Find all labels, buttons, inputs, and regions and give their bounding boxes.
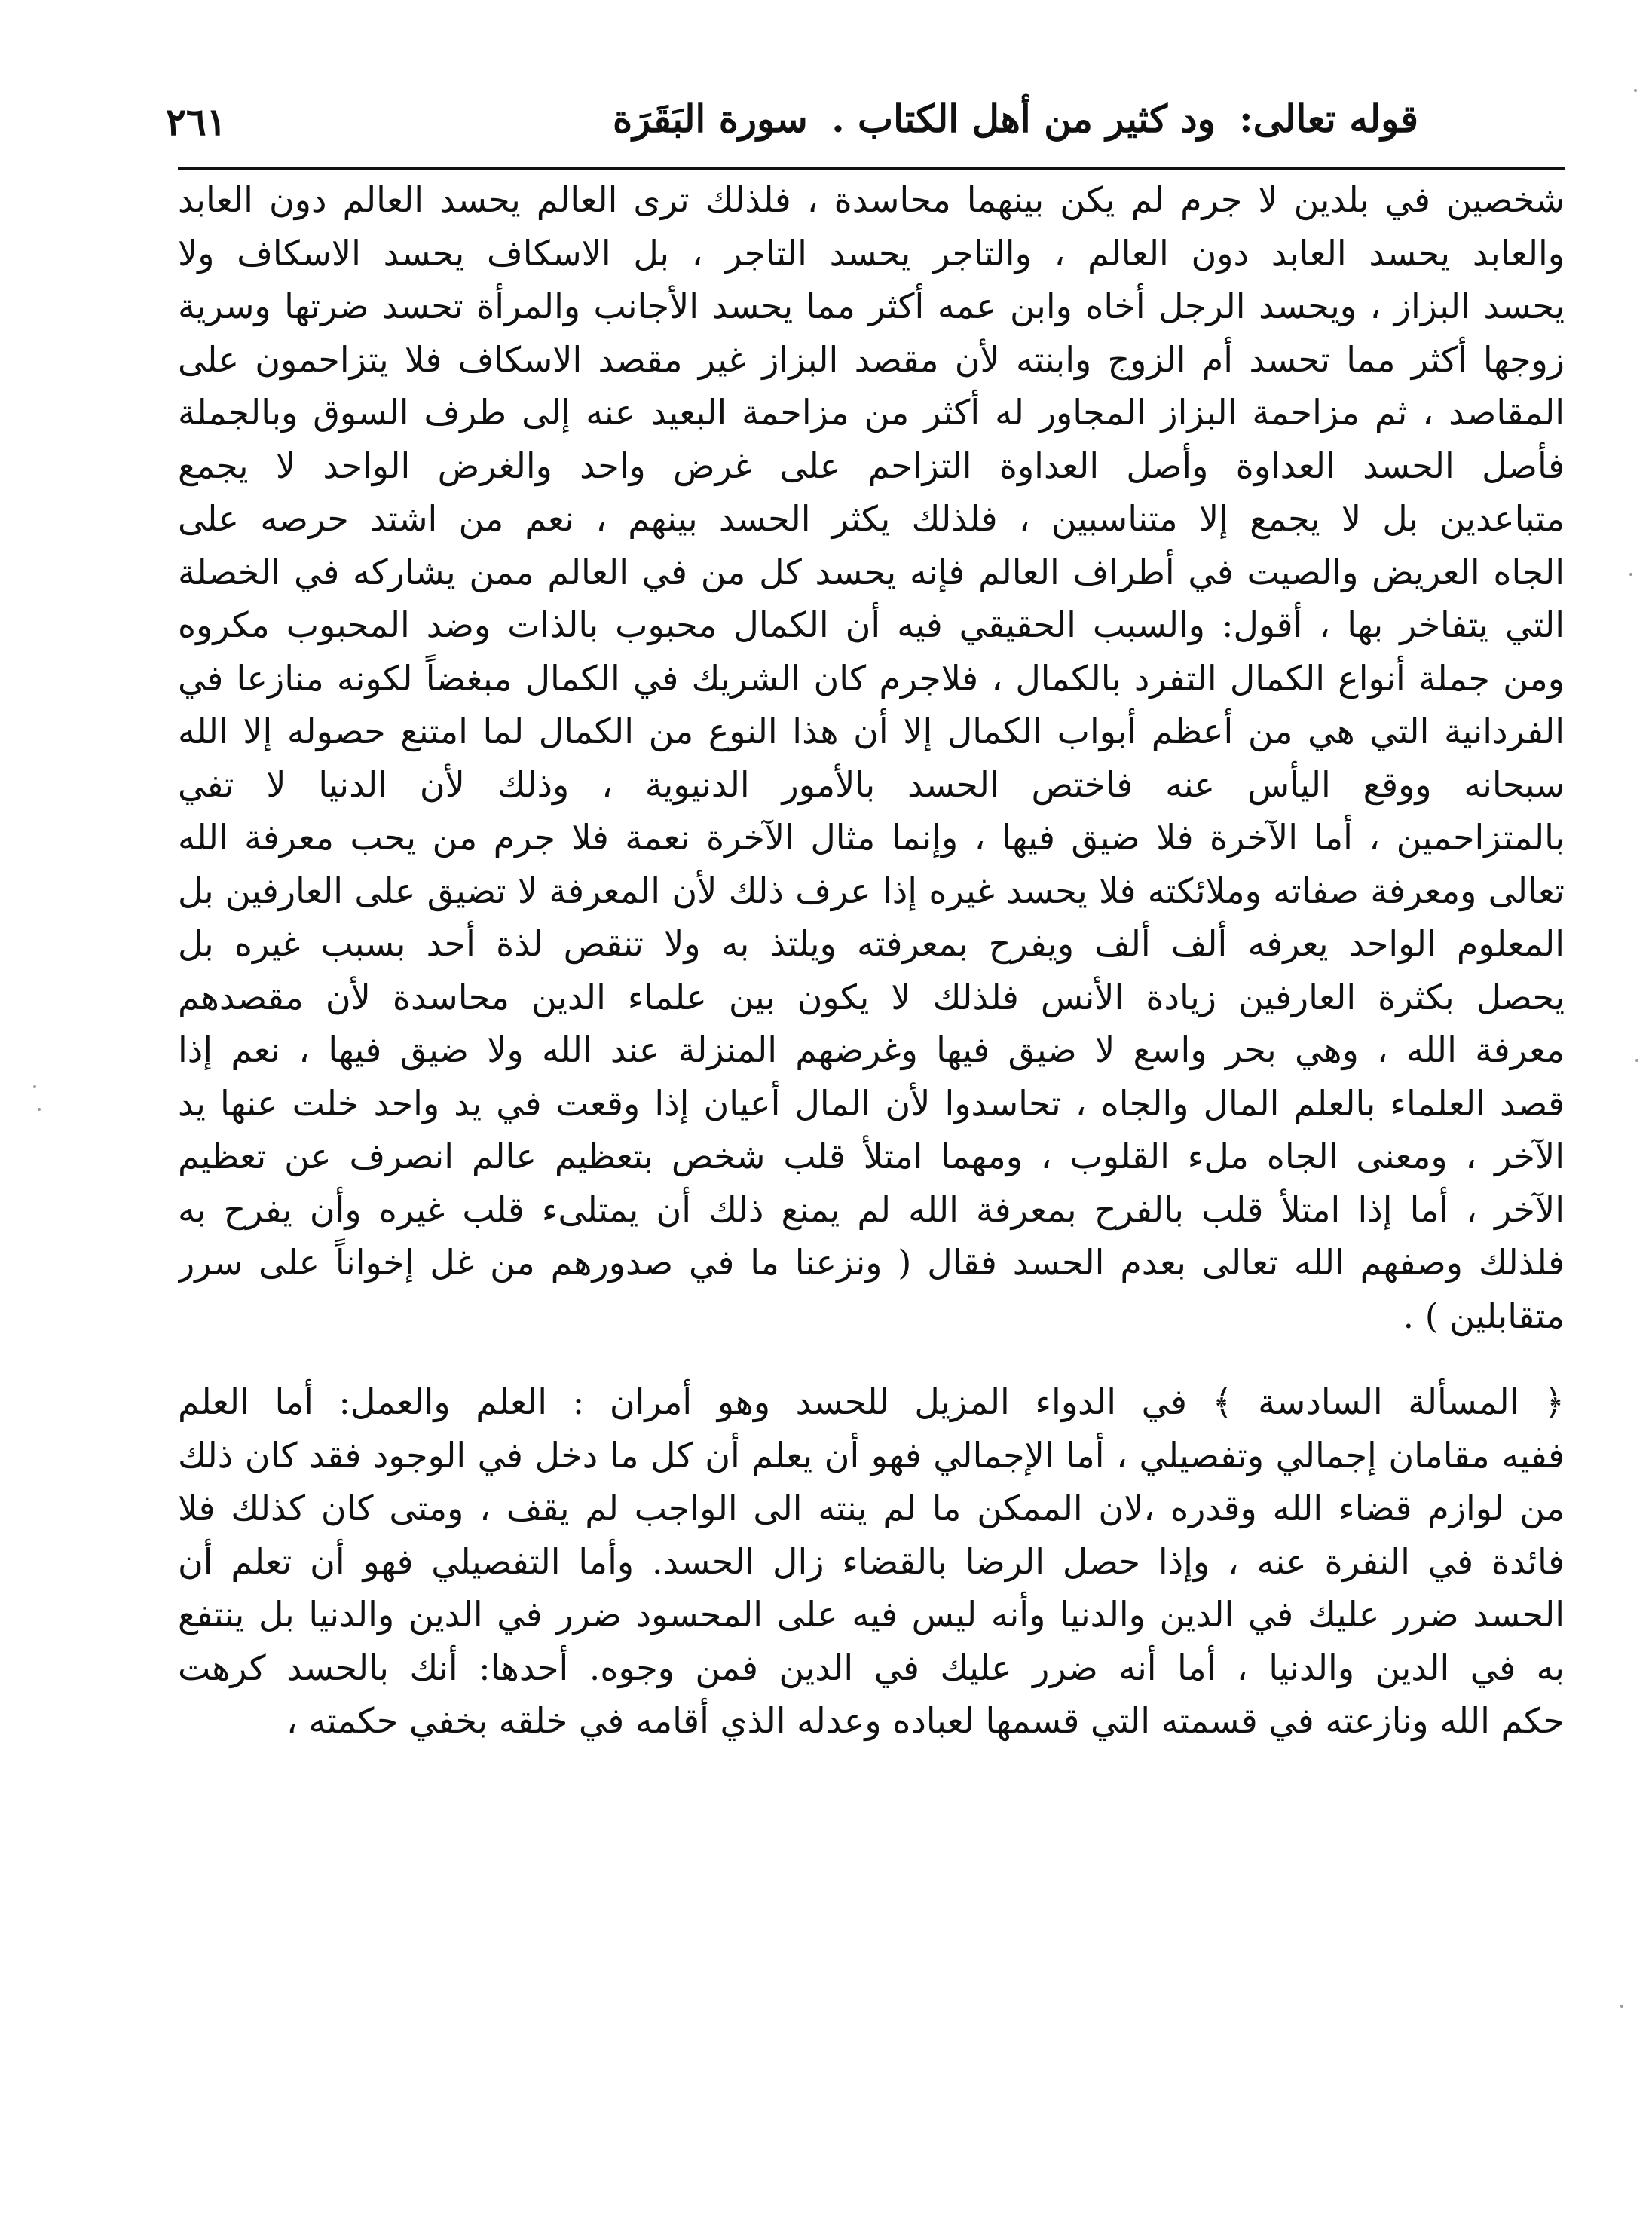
text-line: شخصين في بلدين لا جرم لم يكن بينهما محاسدة ، فلذلك ترى العالم يحسد العالم دون العابد	[178, 179, 1565, 220]
page-header	[143, 89, 1509, 164]
paragraph-spacer	[178, 1342, 1565, 1375]
running-head-verse-intro: قوله تعالى:	[1239, 96, 1418, 141]
text-line: معرفة الله ، وهي بحر واسع لا ضيق فيها وغرضهم المنزلة عند الله ولا ضيق فيها ، نعم إذا	[178, 1029, 1565, 1070]
text-line: ﴿ المسألة السادسة ﴾ في الدواء المزيل للحسد وهو أمران : العلم والعمل: أما العلم	[178, 1381, 1565, 1422]
running-head-verse: ود كثير من أهل الكتاب .	[831, 96, 1216, 141]
text-line: الآخر ، ومعنى الجاه ملء القلوب ، ومهما امتلأ قلب شخص بتعظيم عالم انصرف عن تعظيم	[178, 1136, 1565, 1176]
text-line: من لوازم قضاء الله وقدره ،لان الممكن ما لم ينته الى الواجب لم يقف ، ومتى كان كذلك فلا	[178, 1488, 1565, 1528]
scan-speck	[1634, 89, 1637, 92]
running-head-surah: سورة البَقَرَة	[613, 96, 808, 141]
text-line: ففيه مقامان إجمالي وتفصيلي ، أما الإجمالي فهو أن يعلم أن كل ما دخل في الوجود فقد كان ذلك	[178, 1434, 1565, 1476]
header-rule	[178, 167, 1565, 170]
scan-speck	[1620, 2005, 1623, 2008]
body-text	[178, 173, 1565, 1748]
text-line: التي يتفاخر بها ، أقول: والسبب الحقيقي فيه أن الكمال محبوب بالذات وضد المحبوب مكروه	[178, 604, 1565, 645]
paragraph-1	[178, 173, 1565, 1342]
text-line: تعالى ومعرفة صفاته وملائكته فلا يحسد غيره إذا عرف ذلك لأن المعرفة لا تضيق على العارفين بل	[178, 870, 1565, 911]
paragraph-2	[178, 1375, 1565, 1748]
text-line: حكم الله ونازعته في قسمته التي قسمها لعباده وعدله الذي أقامه في خلقه بخفي حكمته ،	[286, 1700, 1565, 1741]
scan-speck	[1635, 1059, 1638, 1062]
text-line: يحصل بكثرة العارفين زيادة الأنس فلذلك لا يكون بين علماء الدين محاسدة لأن مقصدهم	[178, 976, 1565, 1017]
text-line: فائدة في النفرة عنه ، وإذا حصل الرضا بالقضاء زال الحسد. وأما التفصيلي فهو أن تعلم أن	[178, 1540, 1565, 1582]
text-line: فلذلك وصفهم الله تعالى بعدم الحسد فقال ( ونزعنا ما في صدورهم من غل إخواناً على سرر	[178, 1242, 1565, 1283]
text-line: الحسد ضرر عليك في الدين والدنيا وأنه ليس فيه على المحسود ضرر في الدين والدنيا بل ينتفع	[178, 1594, 1565, 1635]
text-line: زوجها أكثر مما تحسد أم الزوج وابنته لأن مقصد البزاز غير مقصد الاسكاف فلا يتزاحمون على	[178, 338, 1565, 380]
text-line: بالمتزاحمين ، أما الآخرة فلا ضيق فيها ، وإنما مثال الآخرة نعمة فلا جرم من يحب معرفة الله	[178, 817, 1565, 858]
text-line: قصد العلماء بالعلم المال والجاه ، تحاسدوا لأن المال أعيان إذا وقعت في يد واحد خلت عنها يد	[178, 1082, 1565, 1124]
text-line: المعلوم الواحد يعرفه ألف ألف ويفرح بمعرفته ويلتذ به ولا تنقص لذة أحد بسبب غيره بل	[178, 923, 1565, 964]
text-line: سبحانه ووقع اليأس عنه فاختص الحسد بالأمور الدنيوية ، وذلك لأن الدنيا لا تفي	[178, 763, 1565, 805]
text-line: به في الدين والدنيا ، أما أنه ضرر عليك في الدين فمن وجوه. أحدها: أنك بالحسد كرهت	[178, 1647, 1565, 1688]
text-line: المقاصد ، ثم مزاحمة البزاز المجاور له أكثر من مزاحمة البعيد عنه إلى طرف السوق وبالجملة	[178, 392, 1565, 433]
text-line: ومن جملة أنواع الكمال التفرد بالكمال ، فلاجرم كان الشريك في الكمال مبغضاً لكونه منازعا في	[178, 657, 1565, 699]
text-line: متباعدين بل لا يجمع إلا متناسبين ، فلذلك يكثر الحسد بينهم ، نعم من اشتد حرصه على	[178, 498, 1565, 539]
text-line: يحسد البزاز ، ويحسد الرجل أخاه وابن عمه أكثر مما يحسد الأجانب والمرأة تحسد ضرتها وسرية	[178, 286, 1565, 326]
text-line: والعابد يحسد العابد دون العالم ، والتاجر يحسد التاجر ، بل الاسكاف يحسد الاسكاف ولا	[178, 232, 1565, 274]
text-line: الجاه العريض والصيت في أطراف العالم فإنه يحسد كل من في العالم ممن يشاركه في الخصلة	[178, 551, 1565, 592]
text-line: الفردانية التي هي من أعظم أبواب الكمال إلا أن هذا النوع من الكمال لما امتنع حصوله إلا الله	[178, 711, 1565, 751]
text-line: متقابلين ) .	[1403, 1295, 1565, 1336]
page-number: ٢٦١	[166, 99, 227, 144]
scan-speck	[33, 1085, 36, 1088]
text-line: الآخر ، أما إذا امتلأ قلب بالفرح بمعرفة الله لم يمنع ذلك أن يمتلىء قلب غيره وأن يفرح به	[178, 1188, 1565, 1230]
scan-speck	[38, 1108, 41, 1111]
text-line: فأصل الحسد العداوة وأصل العداوة التزاحم على غرض واحد والغرض الواحد لا يجمع	[178, 445, 1565, 486]
scan-speck	[1629, 573, 1632, 576]
running-head	[602, 96, 1418, 141]
